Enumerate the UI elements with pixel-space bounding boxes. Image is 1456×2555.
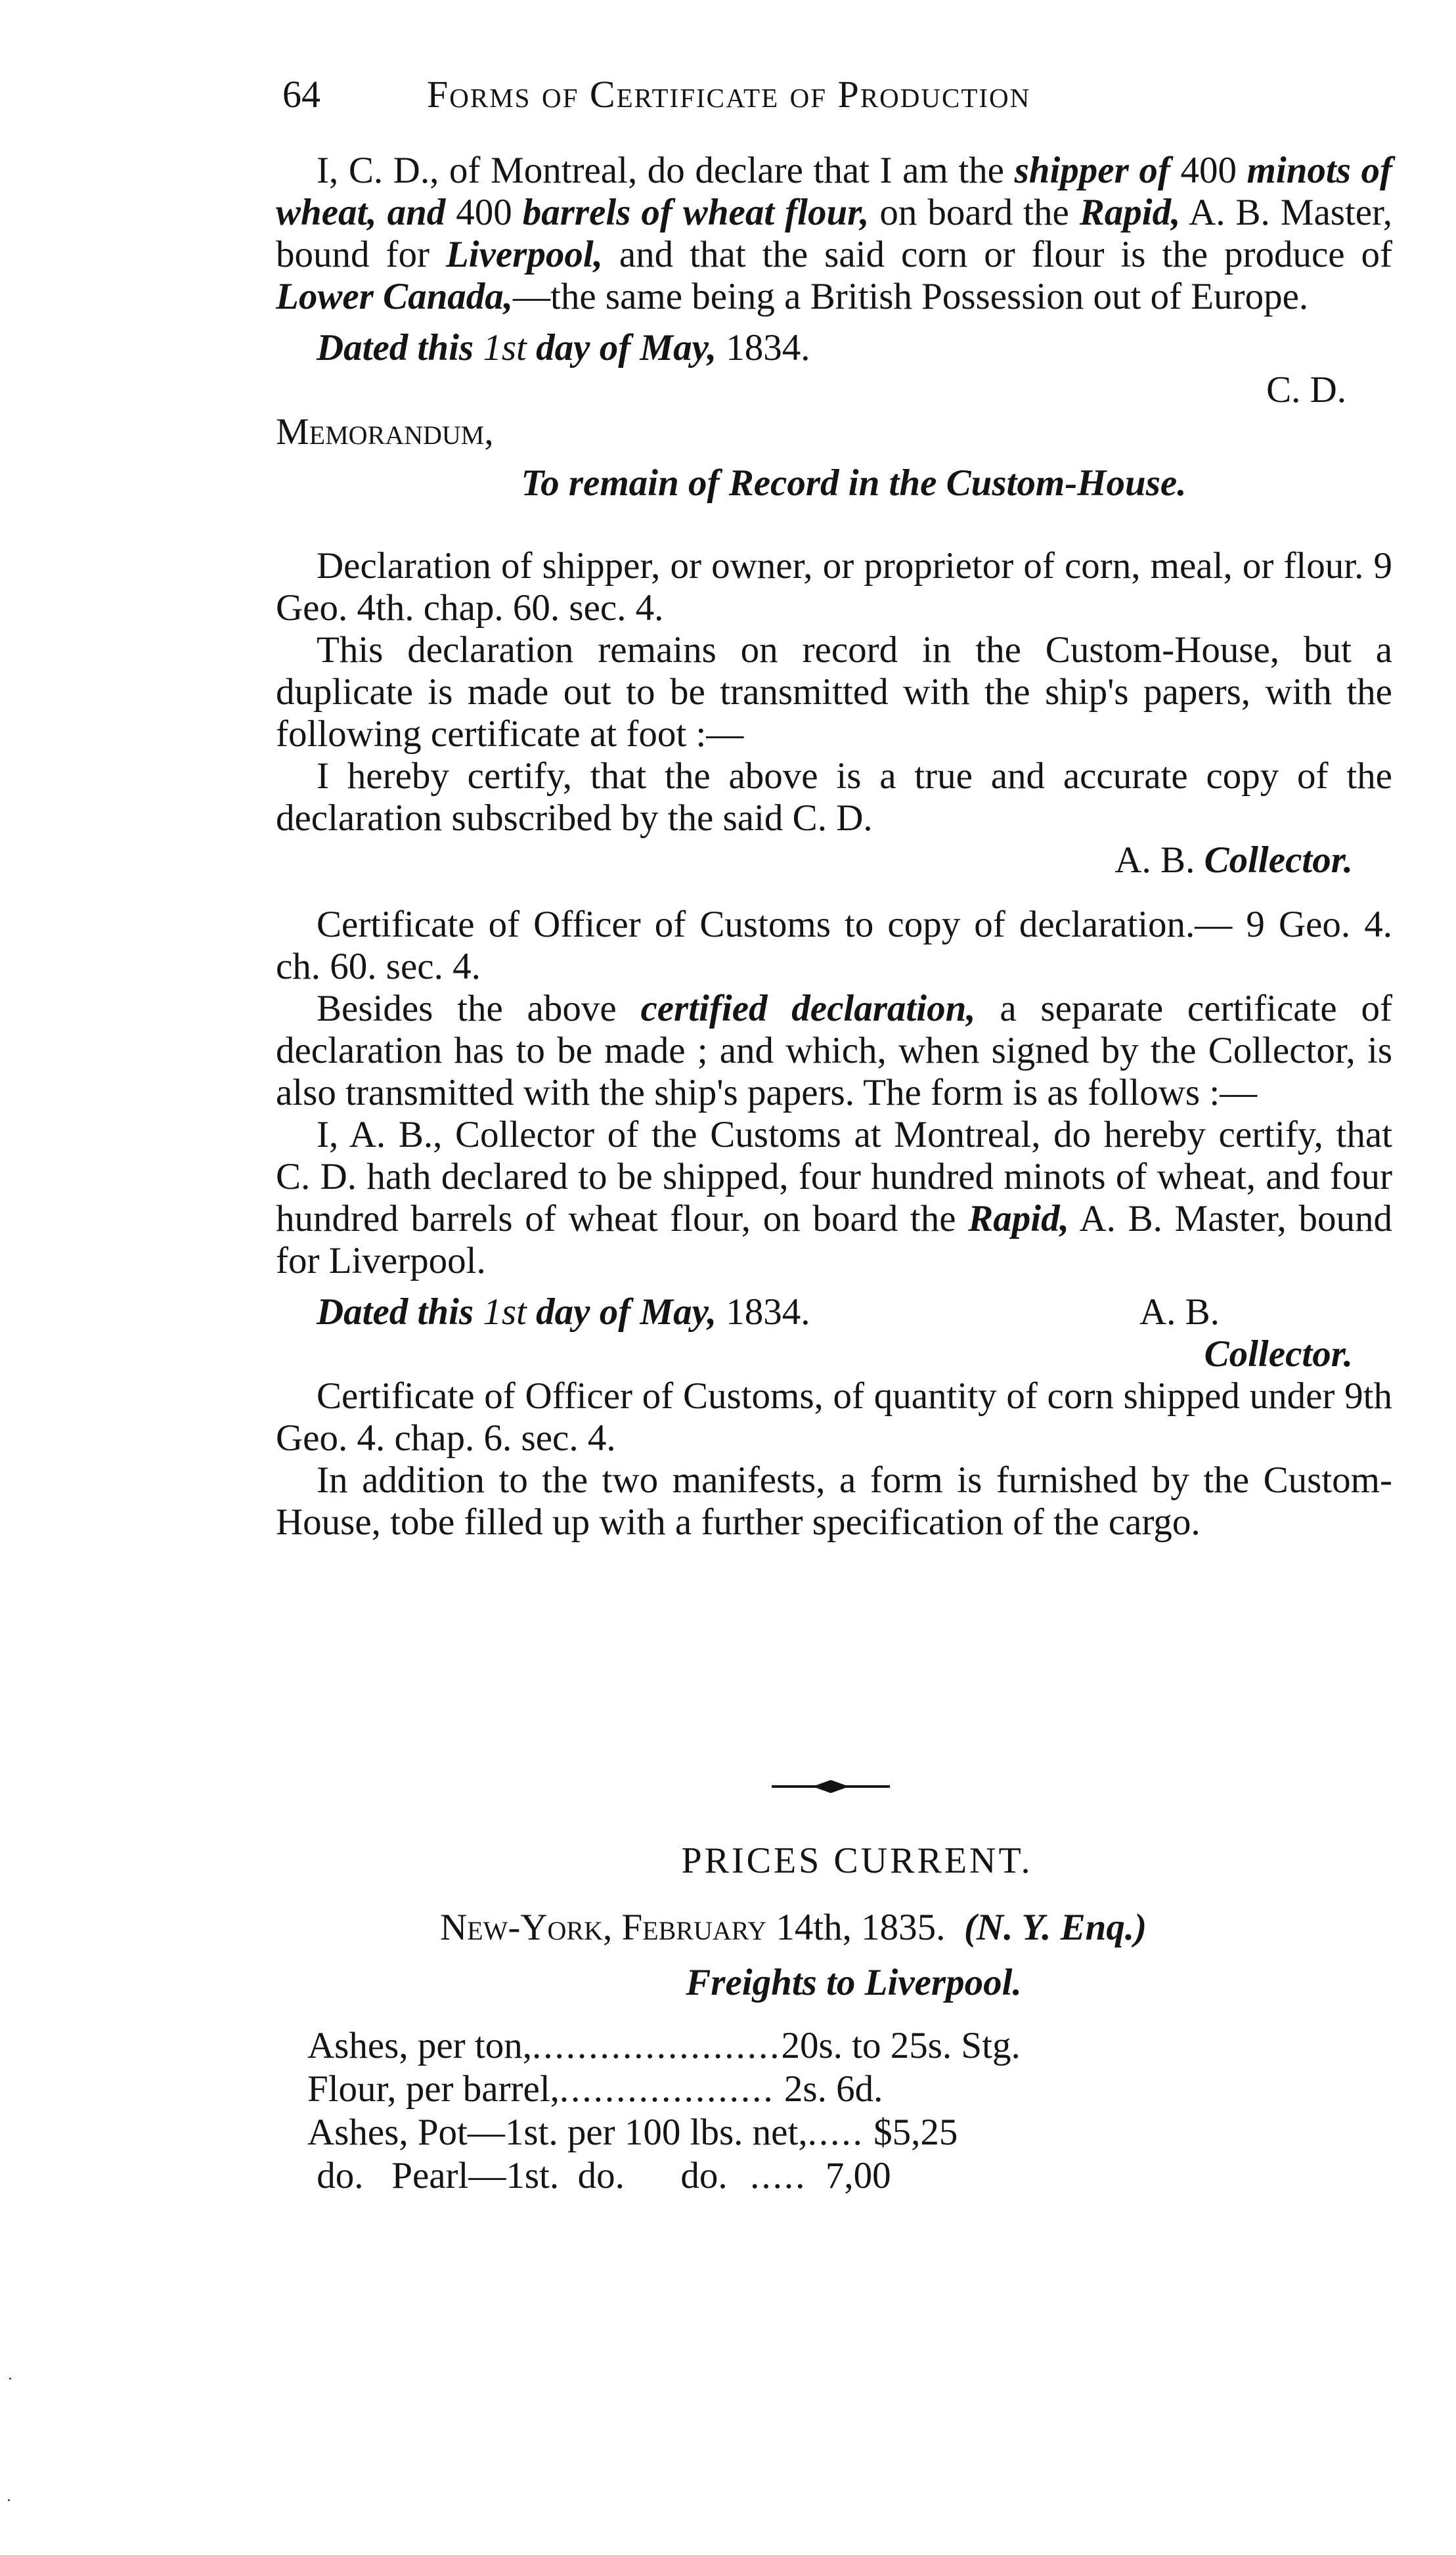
price-leader: ......................	[531, 2025, 782, 2066]
text-run: A. B. Master, bound for Liverpool.	[276, 1198, 1392, 1281]
price-row	[307, 2111, 1392, 2154]
text-run: I, A. B., Collector of the Customs at Montreal, do hereby certify, that C. D. hath declared to be shipped, four hundred minots of wheat, and four hundred barrels of wheat flour, on board the	[276, 1114, 1392, 1239]
page-number: 64	[282, 73, 320, 116]
text-run: Dated this	[317, 1291, 483, 1333]
certificate-signature-name: A. B.	[1139, 1291, 1220, 1333]
price-leader: ...................	[559, 2068, 775, 2110]
price-label: do. Pearl—1st. do. do.	[307, 2155, 728, 2196]
memorandum-paragraph-1: Declaration of shipper, or owner, or proprietor of corn, meal, or flour. 9 Geo. 4th. chap. 60. sec. 4.	[276, 545, 1392, 629]
certificate-dated-line	[276, 1291, 1392, 1333]
text-run: 400	[445, 192, 523, 233]
certificate-paragraph-3	[276, 1114, 1392, 1282]
text-run: 1st	[483, 327, 527, 368]
text-run: Collector.	[1204, 1333, 1353, 1375]
prices-date: 14th, 1835.	[766, 1907, 946, 1948]
prices-source: (N. Y. Enq.)	[963, 1907, 1147, 1948]
price-value: $5,25	[864, 2112, 958, 2153]
body-text	[276, 150, 1392, 1544]
scan-speck	[9, 2378, 11, 2380]
price-leader: .....	[727, 2155, 807, 2196]
declaration-signature: C. D.	[1266, 369, 1346, 411]
certificate-paragraph-2	[276, 988, 1392, 1114]
price-leader: .....	[807, 2112, 864, 2153]
page-header	[276, 72, 1392, 131]
memorandum-paragraph-2: This declaration remains on record in the Custom-House, but a duplicate is made out to be transmitted with the ship's papers, with the following certificate at foot :—	[276, 629, 1392, 755]
text-run: A. B.	[1114, 839, 1204, 881]
text-run: 1834.	[717, 1291, 810, 1333]
price-row	[307, 2154, 1392, 2198]
declaration-paragraph	[276, 150, 1392, 318]
price-value: 7,00	[806, 2155, 891, 2196]
text-run: a separate certificate of declaration has to be made ; and which, when signed by the Collector, is also transmitted with the ship's papers. The form is as follows :—	[276, 988, 1392, 1113]
text-run-emphasis: certified declaration,	[640, 988, 976, 1029]
price-label: Flour, per barrel,	[307, 2068, 560, 2110]
price-value: 2s. 6d.	[774, 2068, 883, 2110]
scan-speck	[8, 2499, 10, 2501]
price-row	[307, 2068, 1392, 2111]
text-run: and that the said corn or flour is the produce of	[602, 234, 1392, 275]
price-label: Ashes, per ton,	[307, 2025, 532, 2066]
text-run-emphasis: minots of wheat, and	[276, 150, 1393, 233]
price-row	[307, 2024, 1392, 2068]
declaration-dated-line	[276, 327, 1392, 369]
text-run: Besides the above	[317, 988, 641, 1029]
divider-ornament-icon	[772, 1777, 890, 1796]
memorandum-signature	[276, 839, 1392, 881]
prices-dateline	[276, 1906, 1392, 1949]
text-run: —the same being a British Possession out of Europe.	[513, 276, 1309, 317]
destination: Liverpool,	[445, 234, 603, 275]
text-run: 1834.	[717, 327, 810, 368]
text-run: Collector.	[1204, 839, 1353, 881]
price-value: 20s. to 25s. Stg.	[781, 2025, 1021, 2066]
text-run: 400	[1170, 150, 1247, 191]
dated-text	[317, 1291, 810, 1333]
text-run: I, C. D., of Montreal, do declare that I am the	[317, 150, 1015, 191]
text-run-emphasis: shipper of	[1014, 150, 1170, 191]
origin: Lower Canada,	[276, 276, 514, 317]
prices-title: PRICES CURRENT.	[681, 1840, 1033, 1881]
memorandum-heading: Memorandum,	[276, 411, 494, 453]
certificate-paragraph-4: Certificate of Officer of Customs, of quantity of corn shipped under 9th Geo. 4. chap. 6. sec. 4.	[276, 1375, 1392, 1459]
text-run-emphasis: barrels of wheat flour,	[522, 192, 870, 233]
ship-name: Rapid,	[968, 1198, 1069, 1239]
ship-name: Rapid,	[1079, 192, 1181, 233]
text-run: day of	[526, 1291, 640, 1333]
certificate-signature-title	[276, 1333, 1392, 1375]
certificate-paragraph-5: In addition to the two manifests, a form is furnished by the Custom-House, tobe filled up with a further specification of the cargo.	[276, 1459, 1392, 1543]
prices-subtitle: Freights to Liverpool.	[686, 1962, 1022, 2003]
memorandum-paragraph-3: I hereby certify, that the above is a true and accurate copy of the declaration subscribed by the said C. D.	[276, 755, 1392, 839]
memorandum-subheading: To remain of Record in the Custom-House.	[521, 462, 1187, 504]
text-run: A. B. Master, bound for	[276, 192, 1393, 275]
text-run: May,	[640, 1291, 717, 1333]
price-list	[307, 2024, 1392, 2198]
text-run: May,	[640, 327, 717, 368]
prices-location: New-York, February	[440, 1907, 767, 1948]
certificate-paragraph-1: Certificate of Officer of Customs to copy of declaration.— 9 Geo. 4. ch. 60. sec. 4.	[276, 904, 1392, 987]
prices-current-section	[276, 1839, 1392, 2198]
text-run: Dated this	[317, 327, 483, 368]
text-run: day of	[526, 327, 640, 368]
price-label: Ashes, Pot—1st. per 100 lbs. net,	[307, 2112, 808, 2153]
text-run: on board the	[869, 192, 1080, 233]
running-title: Forms of Certificate of Production	[427, 73, 1031, 116]
text-run: 1st	[483, 1291, 527, 1333]
